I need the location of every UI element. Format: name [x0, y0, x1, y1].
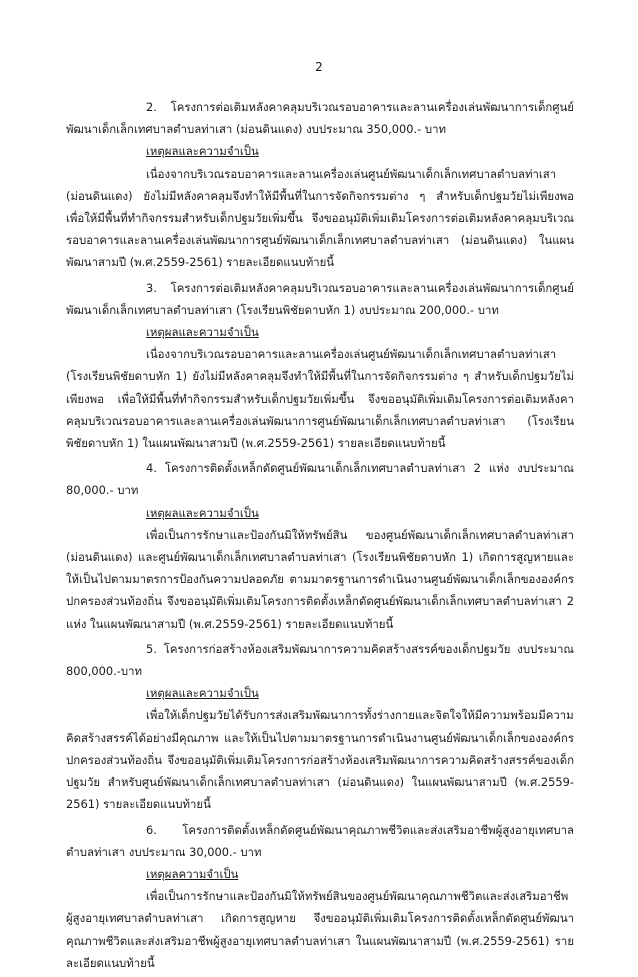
project-section-4 [66, 457, 574, 635]
project-section-3 [66, 277, 574, 455]
rationale-paragraph: เพื่อให้เด็กปฐมวัยได้รับการส่งเสริมพัฒนาการทั้งร่างกายและจิตใจให้มีความพร้อมมีความคิดสร้างสรรค์ได้อย่างมีคุณภาพ และให้เป็นไปตามมาตรฐานการดำเนินงานศูนย์พัฒนาเด็กเล็กขององค์กรปกครองส่วนท้องถิ่น จึงขออนุมัติเพิ่มเติมโครงการก่อสร้างห้องเสริมพัฒนาการความคิดสร้างสรรค์ของเด็กปฐมวัย สำหรับศูนย์พัฒนาเด็กเล็กเทศบาลตำบลท่าเสา (ม่อนดินแดง) ในแผนพัฒนาสามปี (พ.ศ.2559-2561) รายละเอียดแนบท้ายนี้ [66, 708, 574, 812]
rationale-paragraph: เพื่อเป็นการรักษาและป้องกันมิให้ทรัพย์สิน ของศูนย์พัฒนาเด็กเล็กเทศบาลตำบลท่าเสา (ม่อนดินแดง) และศูนย์พัฒนาเด็กเล็กเทศบาลตำบลท่าเสา (โรงเรียนพิชัยดาบหัก 1) เกิดการสูญหายและให้เป็นไปตามมาตรการป้องกันความปลอดภัย ตามมาตรฐานการดำเนินงานศูนย์พัฒนาเด็กเล็กขององค์กรปกครองส่วนท้องถิ่น จึงขออนุมัติเพิ่มเติมโครงการติดตั้งเหล็กดัดศูนย์พัฒนาเด็กเล็กเทศบาลตำบลท่าเสา 2 แห่ง ในแผนพัฒนาสามปี (พ.ศ.2559-2561) รายละเอียดแนบท้ายนี้ [66, 527, 574, 631]
document-body [66, 96, 574, 977]
project-section-5 [66, 638, 574, 816]
rationale-heading: เหตุผลความจำเป็น [146, 866, 239, 881]
project-title: 2. โครงการต่อเติมหลังคาคลุมบริเวณรอบอาคารและลานเครื่องเล่นพัฒนาการเด็กศูนย์พัฒนาเด็กเล็กเทศบาลตำบลท่าเสา (ม่อนดินแดง) งบประมาณ 350,000.- บาท [66, 100, 574, 137]
project-title: 3. โครงการต่อเติมหลังคาคลุมบริเวณรอบอาคารและลานเครื่องเล่นพัฒนาการเด็กศูนย์พัฒนาเด็กเล็กเทศบาลตำบลท่าเสา (โรงเรียนพิชัยดาบหัก 1) งบประมาณ 200,000.- บาท [66, 280, 574, 317]
project-section-6 [66, 819, 574, 974]
project-title: 5. โครงการก่อสร้างห้องเสริมพัฒนาการความคิดสร้างสรรค์ของเด็กปฐมวัย งบประมาณ 800,000.-บาท [66, 641, 574, 679]
project-title: 4. โครงการติดตั้งเหล็กดัดศูนย์พัฒนาเด็กเล็กเทศบาลตำบลท่าเสา 2 แห่ง งบประมาณ 80,000.- บาท [66, 461, 574, 498]
rationale-heading: เหตุผลและความจำเป็น [146, 505, 259, 520]
rationale-paragraph: เนื่องจากบริเวณรอบอาคารและลานเครื่องเล่นศูนย์พัฒนาเด็กเล็กเทศบาลตำบลท่าเสา (ม่อนดินแดง) ยังไม่มีหลังคาคลุมจึงทำให้มีพื้นที่ในการจัดกิจกรรมต่าง ๆ สำหรับเด็กปฐมวัยไม่เพียงพอ เพื่อให้มีพื้นที่ทำกิจกรรมสำหรับเด็กปฐมวัยเพิ่มขึ้น จึงขออนุมัติเพิ่มเติมโครงการต่อเติมหลังคาคลุมบริเวณรอบอาคารและลานเครื่องเล่นพัฒนาการศูนย์พัฒนาเด็กเล็กเทศบาลตำบลท่าเสา (ม่อนดินแดง) ในแผนพัฒนาสามปี (พ.ศ.2559-2561) รายละเอียดแนบท้ายนี้ [66, 166, 574, 270]
rationale-heading: เหตุผลและความจำเป็น [146, 325, 259, 340]
page-number: 2 [315, 60, 323, 74]
rationale-heading: เหตุผลและความจำเป็น [146, 144, 259, 159]
project-title: 6. โครงการติดตั้งเหล็กดัดศูนย์พัฒนาคุณภาพชีวิตและส่งเสริมอาชีพผู้สูงอายุเทศบาลตำบลท่าเสา งบประมาณ 30,000.- บาท [66, 822, 574, 859]
rationale-paragraph: เนื่องจากบริเวณรอบอาคารและลานเครื่องเล่นศูนย์พัฒนาเด็กเล็กเทศบาลตำบลท่าเสา (โรงเรียนพิชัยดาบหัก 1) ยังไม่มีหลังคาคลุมจึงทำให้มีพื้นที่ในการจัดกิจกรรมต่าง ๆ สำหรับเด็กปฐมวัยไม่เพียงพอ เพื่อให้มีพื้นที่ทำกิจกรรมสำหรับเด็กปฐมวัยเพิ่มขึ้น จึงขออนุมัติเพิ่มเติมโครงการต่อเติมหลังคาคลุมบริเวณรอบอาคารและลานเครื่องเล่นพัฒนาการศูนย์พัฒนาเด็กเล็กเทศบาลตำบลท่าเสา (โรงเรียนพิชัยดาบหัก 1) ในแผนพัฒนาสามปี (พ.ศ.2559-2561) รายละเอียดแนบท้ายนี้ [66, 347, 574, 451]
project-section-2 [66, 96, 574, 274]
rationale-heading: เหตุผลและความจำเป็น [146, 686, 259, 701]
rationale-paragraph: เพื่อเป็นการรักษาและป้องกันมิให้ทรัพย์สินของศูนย์พัฒนาคุณภาพชีวิตและส่งเสริมอาชีพผู้สูงอายุเทศบาลตำบลท่าเสา เกิดการสูญหาย จึงขออนุมัติเพิ่มเติมโครงการติดตั้งเหล็กดัดศูนย์พัฒนาคุณภาพชีวิตและส่งเสริมอาชีพผู้สูงอายุเทศบาลตำบลท่าเสา ในแผนพัฒนาสามปี (พ.ศ.2559-2561) รายละเอียดแนบท้ายนี้ [66, 889, 574, 970]
